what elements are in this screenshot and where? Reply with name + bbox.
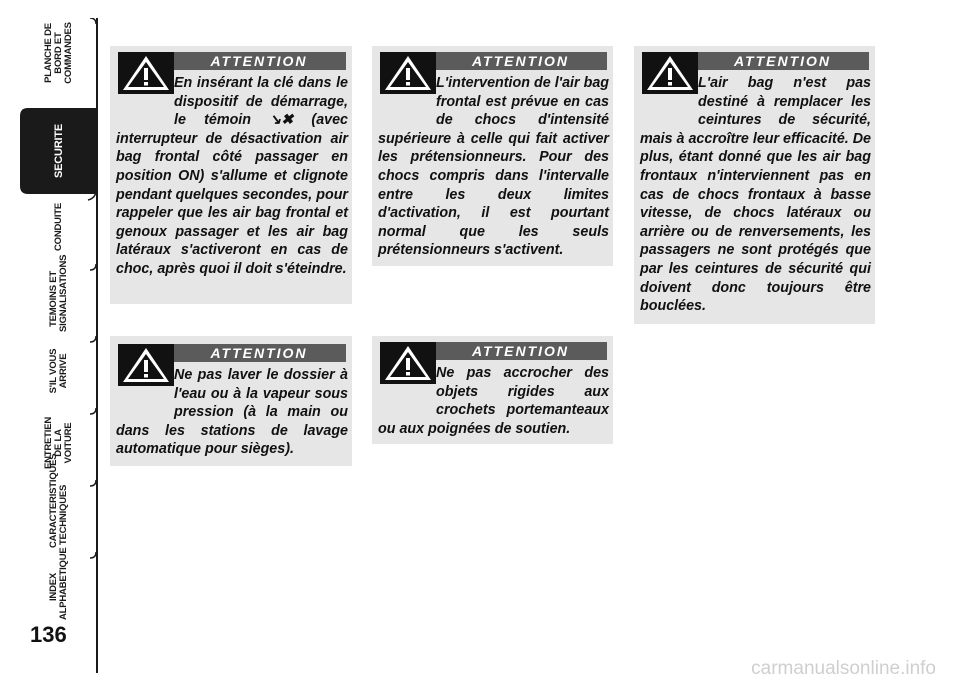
sidebar-item-label: CARACTERISTIQUES TECHNIQUES: [48, 453, 69, 548]
warning-title: ATTENTION: [172, 52, 346, 70]
icon-spacer: [378, 74, 436, 112]
sidebar-separators: [60, 18, 100, 628]
sidebar-item-label: INDEX ALPHABETIQUE: [48, 547, 69, 620]
icon-spacer: [116, 366, 174, 404]
warning-title: ATTENTION: [172, 344, 346, 362]
warning-title: ATTENTION: [434, 342, 607, 360]
warning-box-1: [110, 46, 352, 304]
sidebar-item-label: S'IL VOUS ARRIVE: [48, 348, 69, 394]
sidebar-item-label: PLANCHE DE BORD ET COMMANDES: [43, 22, 74, 84]
watermark: carmanualsonline.info: [751, 658, 936, 679]
sidebar-item-label: CONDUITE: [53, 203, 64, 252]
sidebar-item-label: TEMOINS ET SIGNALISATIONS: [48, 254, 69, 332]
warning-box-5: [372, 336, 613, 444]
warning-title: ATTENTION: [696, 52, 869, 70]
warning-text: L'air bag n'est pas destiné à remplacer les ceintures de sécurité, mais à accroître leur efficacité. De plus, étant donné que les air bag frontaux n'interviennent pas en cas de chocs frontaux à basse vitesse, de chocs latéraux ou arrière ou de renversements, les passagers ne sont protégés que par les ceintures de sécurité qui doivent donc toujours être bouclées.: [640, 75, 871, 315]
warning-text: Ne pas laver le dossier à l'eau ou à la vapeur sous pression (à la main ou dans les stations de lavage automatique pour sièges).: [116, 367, 348, 458]
warning-title: ATTENTION: [434, 52, 607, 70]
warning-text: L'intervention de l'air bag frontal est prévue en cas de chocs d'intensité supérieure à celle qui fait activer les prétensionneurs. Pour des chocs compris dans l'intervalle entre les deux limites d'activation, il est pourtant normal que les seuls prétensionneurs s'activent.: [378, 75, 609, 259]
warning-text: En insérant la clé dans le dispositif de démarrage, le témoin ↘✖ (avec interrupteur de désactivation air bag frontal côté passager en position ON) s'allume et clignote pendant quelques secondes, pour rappeler que les air bag frontal et genoux passager et les air bag latéraux s'activeront en cas de choc, après quoi il doit s'éteindre.: [116, 75, 348, 277]
warning-box-2: [372, 46, 613, 266]
warning-box-3: [634, 46, 875, 324]
warning-text: Ne pas accrocher des objets rigides aux crochets portemanteaux ou aux poignées de soutien.: [378, 365, 609, 437]
page-number: 136: [30, 622, 67, 647]
warning-box-4: [110, 336, 352, 466]
icon-spacer: [378, 364, 436, 402]
sidebar-item-label: ENTRETIEN DE LA VOITURE: [43, 416, 74, 470]
sidebar-item-label: SECURITE: [53, 123, 65, 179]
icon-spacer: [116, 74, 174, 112]
icon-spacer: [640, 74, 698, 112]
